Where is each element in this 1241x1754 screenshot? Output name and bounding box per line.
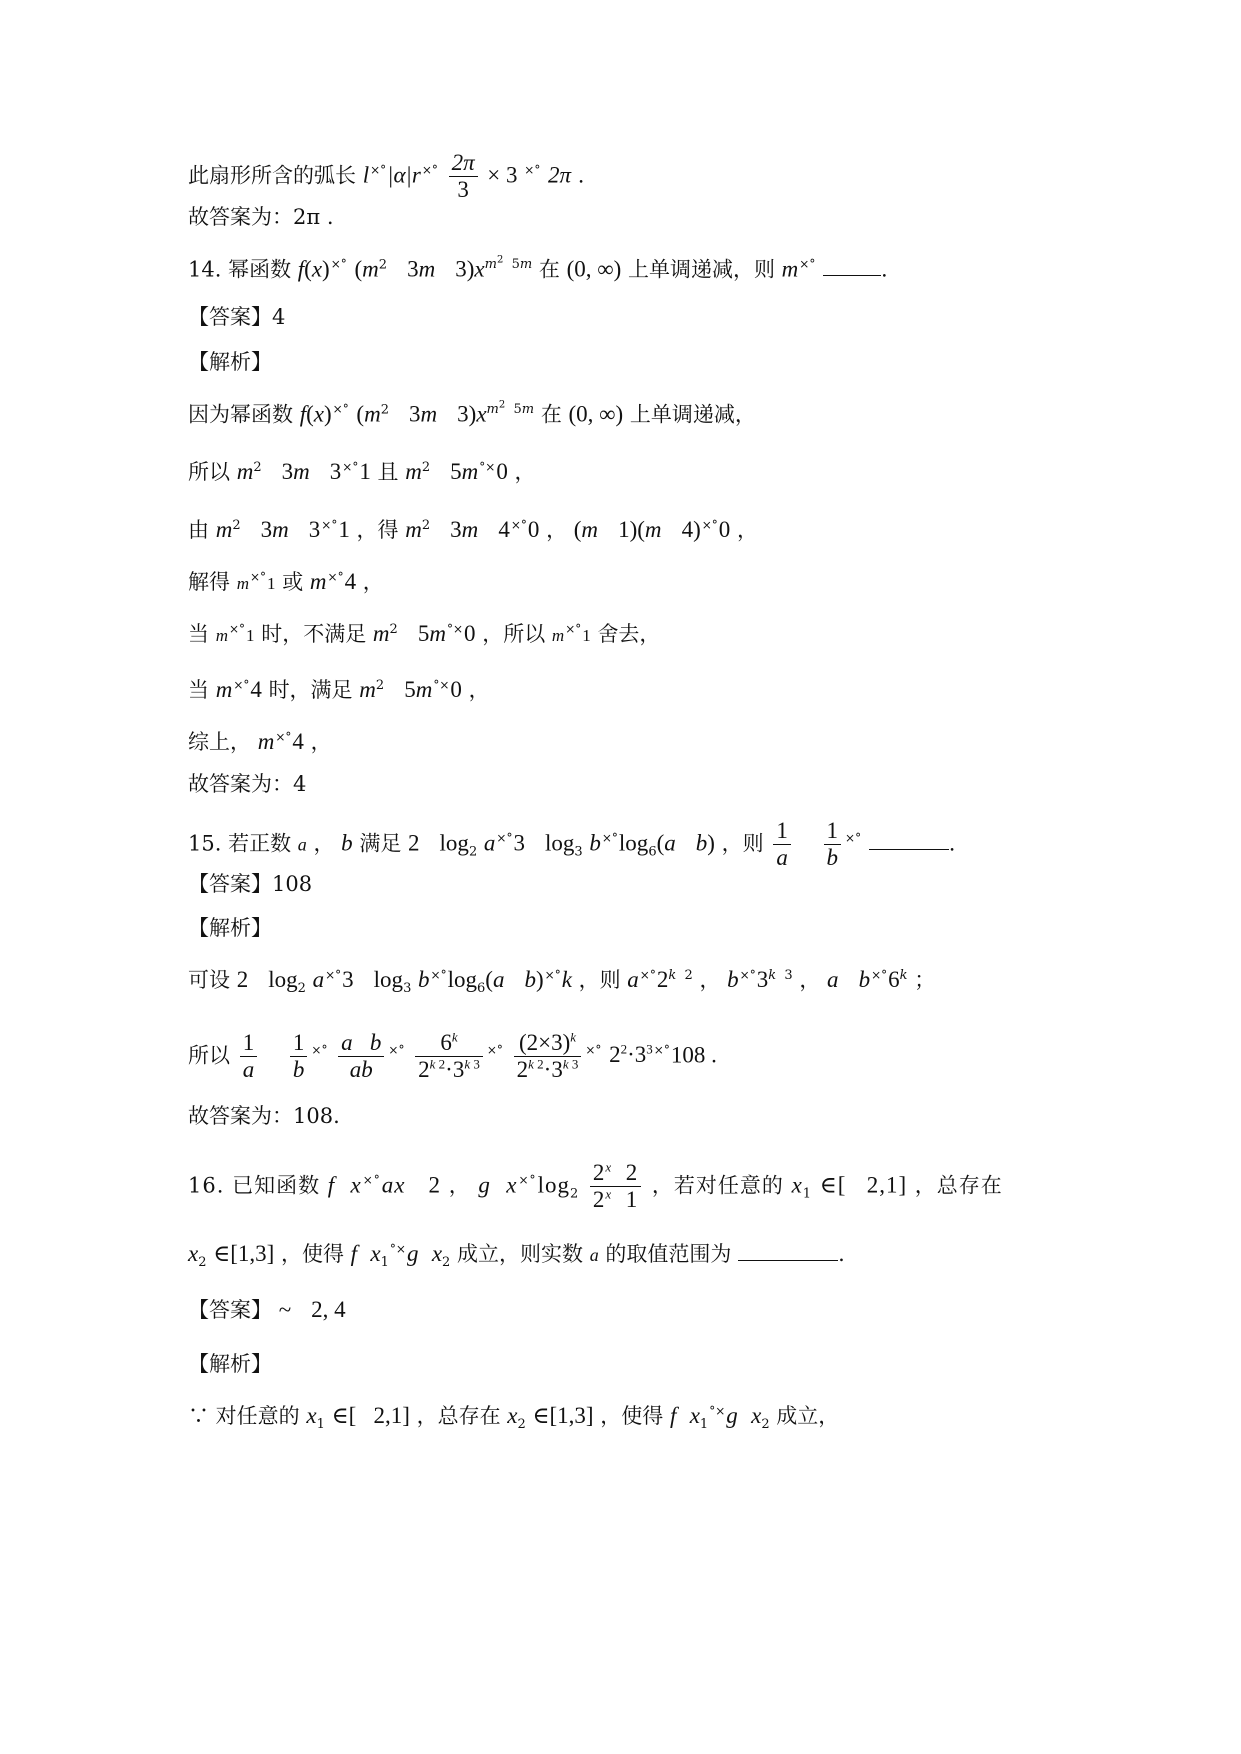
q14-mid: 在 xyxy=(538,257,560,282)
q15-answer-blank xyxy=(869,831,949,850)
arc-length-line: 此扇形所含的弧长 l×°|α|r×° $\frac{2\pi}{3}$ × 3 ×° 2π . xyxy=(188,150,585,203)
q15-answer xyxy=(188,872,1111,897)
q14-l7a: 综上， xyxy=(188,730,251,754)
q14-analysis-line-5: 当 m×°1 时，不满足 $m^2$ 5m°×0 ，所以 m×°1 舍去， xyxy=(188,621,661,646)
q16-answer: 【答案】 ~ 2, 4 xyxy=(188,1297,346,1322)
q15-analysis-text: 【解析】 xyxy=(188,916,272,940)
q14-l6c: ， xyxy=(468,678,490,702)
q14-l1a: 因为幂函数 xyxy=(188,402,293,427)
q15-l3: 故答案为：108. xyxy=(188,1104,340,1128)
q15-prefix: 15. 若正数 xyxy=(188,831,292,856)
q14-l6b: 时，满足 xyxy=(268,678,353,702)
q15-l2-end: 108 . xyxy=(670,1042,717,1068)
q14-interval: (0, ∞) xyxy=(566,256,622,282)
q15-l1e: ； xyxy=(914,968,936,992)
q14-l5d: 舍去， xyxy=(597,622,661,646)
q15-l1c: ， xyxy=(699,968,721,992)
q16-answer-label: 【答案】 xyxy=(188,1298,272,1322)
q14-l3c: ， xyxy=(546,518,568,542)
q14-analysis-line-7: 综上， m×°4 ， xyxy=(188,729,332,754)
q14-analysis-line-1: 因为幂函数 f(x)×° ($m^2$ 3m $3)x^{m^2 5m}$ 在 (0, ∞) 上单调递减， xyxy=(188,400,756,427)
q16-range: 的取值范围为 xyxy=(605,1242,732,1266)
fraction-6k: $\frac{6^k}{2^{k 2}\cdot 3^{k 3}}$ xyxy=(415,1030,483,1084)
q15-var-a: a xyxy=(297,834,307,855)
q14-l2a: 所以 xyxy=(188,460,230,484)
q16-hold: 成立，则实数 xyxy=(457,1242,584,1266)
fraction-2x-minus-2: $\frac{2^x 2}{2^x 1}$ xyxy=(590,1160,641,1214)
arc-result: 2π xyxy=(548,162,572,188)
q14-analysis-line-3: 由 $m^2$ 3m 3×°1 ，得 $m^2$ 3m 4×°0 ， (m 1)(m 4)×°0 ， xyxy=(188,517,758,542)
q14-analysis-line-6: 当 m×°4 时，满足 $m^2$ 5m°×0 ， xyxy=(188,677,490,702)
fraction-a-b-over-ab: $\frac{\text{a b}}{ab}$ xyxy=(338,1030,384,1084)
q14-l4c: ， xyxy=(362,570,384,594)
q14-end: . xyxy=(881,257,888,282)
q16-stem-line-2: $x_2$ ∈[1,3] ，使得 f $x_1^{^\circ\times}g$ $x_2$ 成立，则实数 a 的取值范围为 . xyxy=(188,1241,845,1271)
q14-analysis-line-8 xyxy=(188,772,1111,797)
q14-l3b: ，得 xyxy=(356,518,399,542)
q14-l6a: 当 xyxy=(188,678,209,702)
q14-suffix: 上单调递减，则 xyxy=(627,257,775,282)
q15-mid: 满足 xyxy=(359,831,402,856)
q14-l4a: 解得 xyxy=(188,570,230,594)
fraction-1-over-a: $\frac{1}{a}$ xyxy=(773,818,791,872)
q14-prefix: 14. 幂函数 xyxy=(188,257,292,282)
fraction-1-over-a-2: $\frac{1}{a}$ xyxy=(240,1030,258,1084)
q14-var: m xyxy=(781,256,799,282)
arc-end: . xyxy=(577,163,585,188)
q14-l2c: ， xyxy=(514,460,536,484)
fraction-1-over-b-2: $\frac{1}{b}$ xyxy=(290,1030,308,1084)
arc-lead-text: 此扇形所含的弧长 xyxy=(188,163,356,188)
q14-analysis-label xyxy=(188,350,1111,375)
q14-analysis-line-2: 所以 $m^2$ 3m 3×°1 且 $m^2$ 5m°×0 ， xyxy=(188,459,536,484)
q15-then: ，则 xyxy=(721,831,764,856)
q14-answer xyxy=(188,305,1111,330)
arc-expr-tail: × 3 xyxy=(487,162,524,188)
q14-answer-blank xyxy=(823,257,881,276)
q14-analysis-line-4: 解得 m×°1 或 m×°4 ， xyxy=(188,569,384,594)
q15-analysis-label xyxy=(188,916,1111,941)
q16-answer-blank xyxy=(738,1242,838,1261)
q14-l2b: 且 xyxy=(377,460,399,484)
q15-var-b: b xyxy=(341,830,353,856)
q16-l1a: ∵ 对任意的 xyxy=(188,1404,300,1428)
q15-end: . xyxy=(948,831,956,856)
q14-l4b: 或 xyxy=(282,570,304,594)
q16-prefix: 16. 已知函数 xyxy=(188,1173,321,1198)
q14-analysis-text: 【解析】 xyxy=(188,350,272,374)
q14-l1d: 上单调递减， xyxy=(629,402,756,427)
q14-l3d: ， xyxy=(736,518,758,542)
q15-analysis-line-1: 可设 2 $\log_2 a^{\times^\circ}3$ $\log_3 b^{\times^\circ}\log_6(a$ b)×°k ，则 $a^{\times^\circ}2^{k 2}$ ， $b^{\times^\circ}3^{k 3}$ ， a b×°6$^k$ ； xyxy=(188,967,936,997)
q16-cond: ，若对任意的 xyxy=(651,1173,784,1198)
fraction-2pi-3: $\frac{2\pi}{3}$ xyxy=(449,150,478,204)
q16-analysis-text: 【解析】 xyxy=(188,1352,272,1376)
fraction-2x3-k: $\frac{(2\times 3)^k}{2^{k 2}\cdot 3^{k 3}}$ xyxy=(514,1030,582,1084)
q15-l1a: 可设 xyxy=(188,968,230,992)
q15-answer-text: 【答案】108 xyxy=(188,872,313,896)
q16-l1c: ，使得 xyxy=(600,1404,664,1428)
q13-answer-text: 故答案为：2π . xyxy=(188,205,334,229)
q15-l1d: ， xyxy=(799,968,821,992)
q14-l5b: 时，不满足 xyxy=(261,622,367,646)
q16-use: ，使得 xyxy=(280,1242,344,1266)
q14-l5a: 当 xyxy=(188,622,209,646)
q14-l1c: (0, ∞) xyxy=(568,401,624,427)
q14-l3a: 由 xyxy=(188,518,209,542)
q14-l7b: ， xyxy=(310,730,332,754)
q14-l1b: 在 xyxy=(540,402,562,427)
fraction-1-over-b: $\frac{1}{b}$ xyxy=(824,818,842,872)
q14-l8: 故答案为：4 xyxy=(188,772,307,796)
q16-l1b: ，总存在 xyxy=(416,1404,501,1428)
q15-l2a: 所以 xyxy=(188,1043,230,1068)
q15-analysis-line-3 xyxy=(188,1104,1111,1129)
q15-sep: ， xyxy=(313,831,335,856)
q14-answer-text: 【答案】4 xyxy=(188,305,286,329)
q13-answer-line xyxy=(188,205,1111,230)
q16-end: . xyxy=(838,1242,845,1266)
q16-exist: ，总存在 xyxy=(914,1173,1003,1198)
q15-l1b: ，则 xyxy=(578,968,621,992)
q15-stem: 15. 若正数 a ， b 满足 2 $\log_2 a^{\times^\circ}3$ $\log_3 b^{\times^\circ}\log_6(a$ b) ，则 $\frac{1}{a}$ $\frac{1}{b}$ ×° . xyxy=(188,818,956,871)
q16-sep: ， xyxy=(448,1173,471,1198)
q16-stem-line-1: 16. 已知函数 f x×°ax 2 ， g $x^{\times^\circ}\log_2$ $\frac{2^x 2}{2^x 1}$ ，若对任意的 $x_1$ ∈[ 2,1] ，总存在 xyxy=(188,1159,1003,1213)
q16-analysis-label xyxy=(188,1352,1111,1377)
q16-answer-value: 2, 4 xyxy=(311,1297,346,1322)
q14-l5c: ，所以 xyxy=(482,622,546,646)
q16-var-a: a xyxy=(589,1245,599,1265)
q14-stem: 14. 幂函数 f(x)×° ($m^2$ 3m $3)x^{m^2 5m}$ 在 (0, ∞) 上单调递减，则 m×° . xyxy=(188,255,888,282)
q15-analysis-line-2: 所以 $\frac{1}{a}$ $\frac{1}{b}$ ×° $\frac{\text{a b}}{ab}$ ×° $\frac{6^k}{2^{k 2}\cdot 3^{k 3}}$ ×° $\frac{(2\times 3)^k}{2^{k 2}\cdot 3^{k 3}}$ ×° $2^2\cdot 3^{3\times^\circ}108$ . xyxy=(188,1029,717,1083)
q16-l1d: 成立， xyxy=(776,1404,840,1428)
q16-analysis-line-1: ∵ 对任意的 $x_1$ ∈[ 2,1] ，总存在 $x_2$ ∈[1,3] ，使得 f $x_1^{^\circ\times}g$ $x_2$ 成立， xyxy=(188,1403,840,1433)
